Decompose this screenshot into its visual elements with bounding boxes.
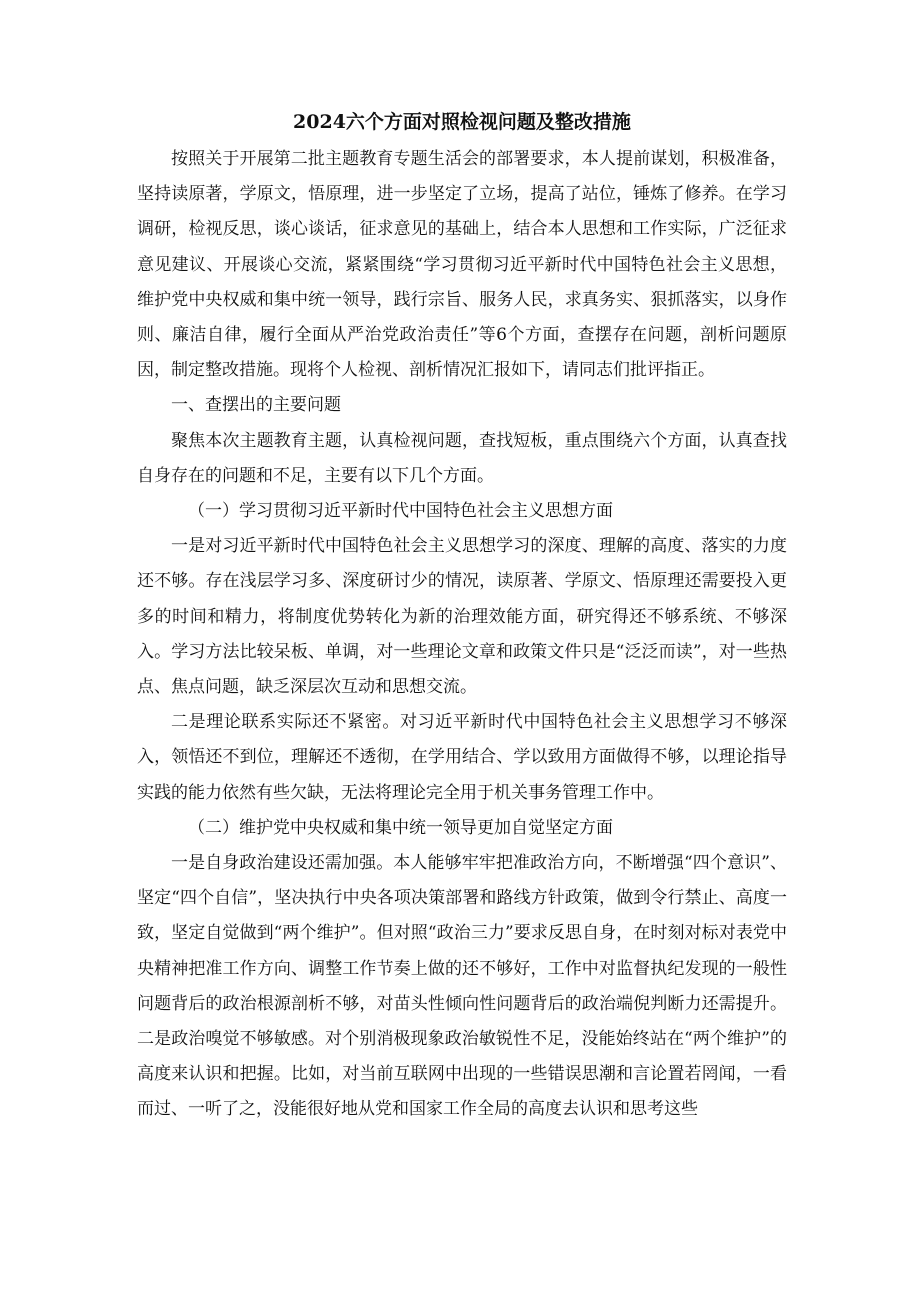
subsection-heading-1: （一）学习贯彻习近平新时代中国特色社会主义思想方面 <box>188 501 613 522</box>
subsection-1-paragraph-1: 一是对习近平新时代中国特色社会主义思想学习的深度、理解的高度、落实的力度还不够。存在浅层学习多、深度研讨少的情况，读原著、学原文、悟原理还需要投入更多的时间和精力，将制度优势转化为新的治理效能方面，研究得还不够系统、不够深入。学习方法比较呆板、单调，对一些理论文章和政策文件只是“泛泛而读”，对一些热点、焦点问题，缺乏深层次互动和思想交流。 <box>137 536 787 698</box>
section-1-intro-paragraph: 聚焦本次主题教育主题，认真检视问题，查找短板，重点围绕六个方面，认真查找自身存在的问题和不足，主要有以下几个方面。 <box>137 430 787 486</box>
subsection-2-paragraph-1: 一是自身政治建设还需加强。本人能够牢牢把准政治方向，不断增强“四个意识”、坚定“四个自信”，坚决执行中央各项决策部署和路线方针政策，做到令行禁止、高度一致，坚定自觉做到“两个维护”。但对照“政治三力”要求反思自身，在时刻对标对表党中央精神把准工作方向、调整工作节奏上做的还不够好，工作中对监督执纪发现的一般性问题背后的政治根源剖析不够，对苗头性倾向性问题背后的政治端倪判断力还需提升。二是政治嗅觉不够敏感。对个别消极现象政治敏锐性不足，没能始终站在“两个维护”的高度来认识和把握。比如，对当前互联网中出现的一些错误思潮和言论置若罔闻，一看而过、一听了之，没能很好地从党和国家工作全局的高度去认识和思考这些 <box>137 853 787 1120</box>
document-title: 2024六个方面对照检视问题及整改措施 <box>293 111 631 133</box>
section-heading-1: 一、查摆出的主要问题 <box>171 395 341 416</box>
document-page <box>137 108 787 1128</box>
subsection-1-paragraph-2: 二是理论联系实际还不紧密。对习近平新时代中国特色社会主义思想学习不够深入，领悟还不到位，理解还不透彻，在学用结合、学以致用方面做得不够，以理论指导实践的能力依然有些欠缺，无法将理论完全用于机关事务管理工作中。 <box>137 712 787 803</box>
subsection-heading-2: （二）维护党中央权威和集中统一领导更加自觉坚定方面 <box>188 817 613 838</box>
intro-paragraph: 按照关于开展第二批主题教育专题生活会的部署要求，本人提前谋划，积极准备，坚持读原著，学原文，悟原理，进一步坚定了立场，提高了站位，锤炼了修养。在学习调研，检视反思，谈心谈话，征求意见的基础上，结合本人思想和工作实际，广泛征求意见建议、开展谈心交流，紧紧围绕“学习贯彻习近平新时代中国特色社会主义思想，维护党中央权威和集中统一领导，践行宗旨、服务人民，求真务实、狠抓落实，以身作则、廉洁自律，履行全面从严治党政治责任”等6个方面，查摆存在问题，剖析问题原因，制定整改措施。现将个人检视、剖析情况汇报如下，请同志们批评指正。 <box>137 149 787 381</box>
